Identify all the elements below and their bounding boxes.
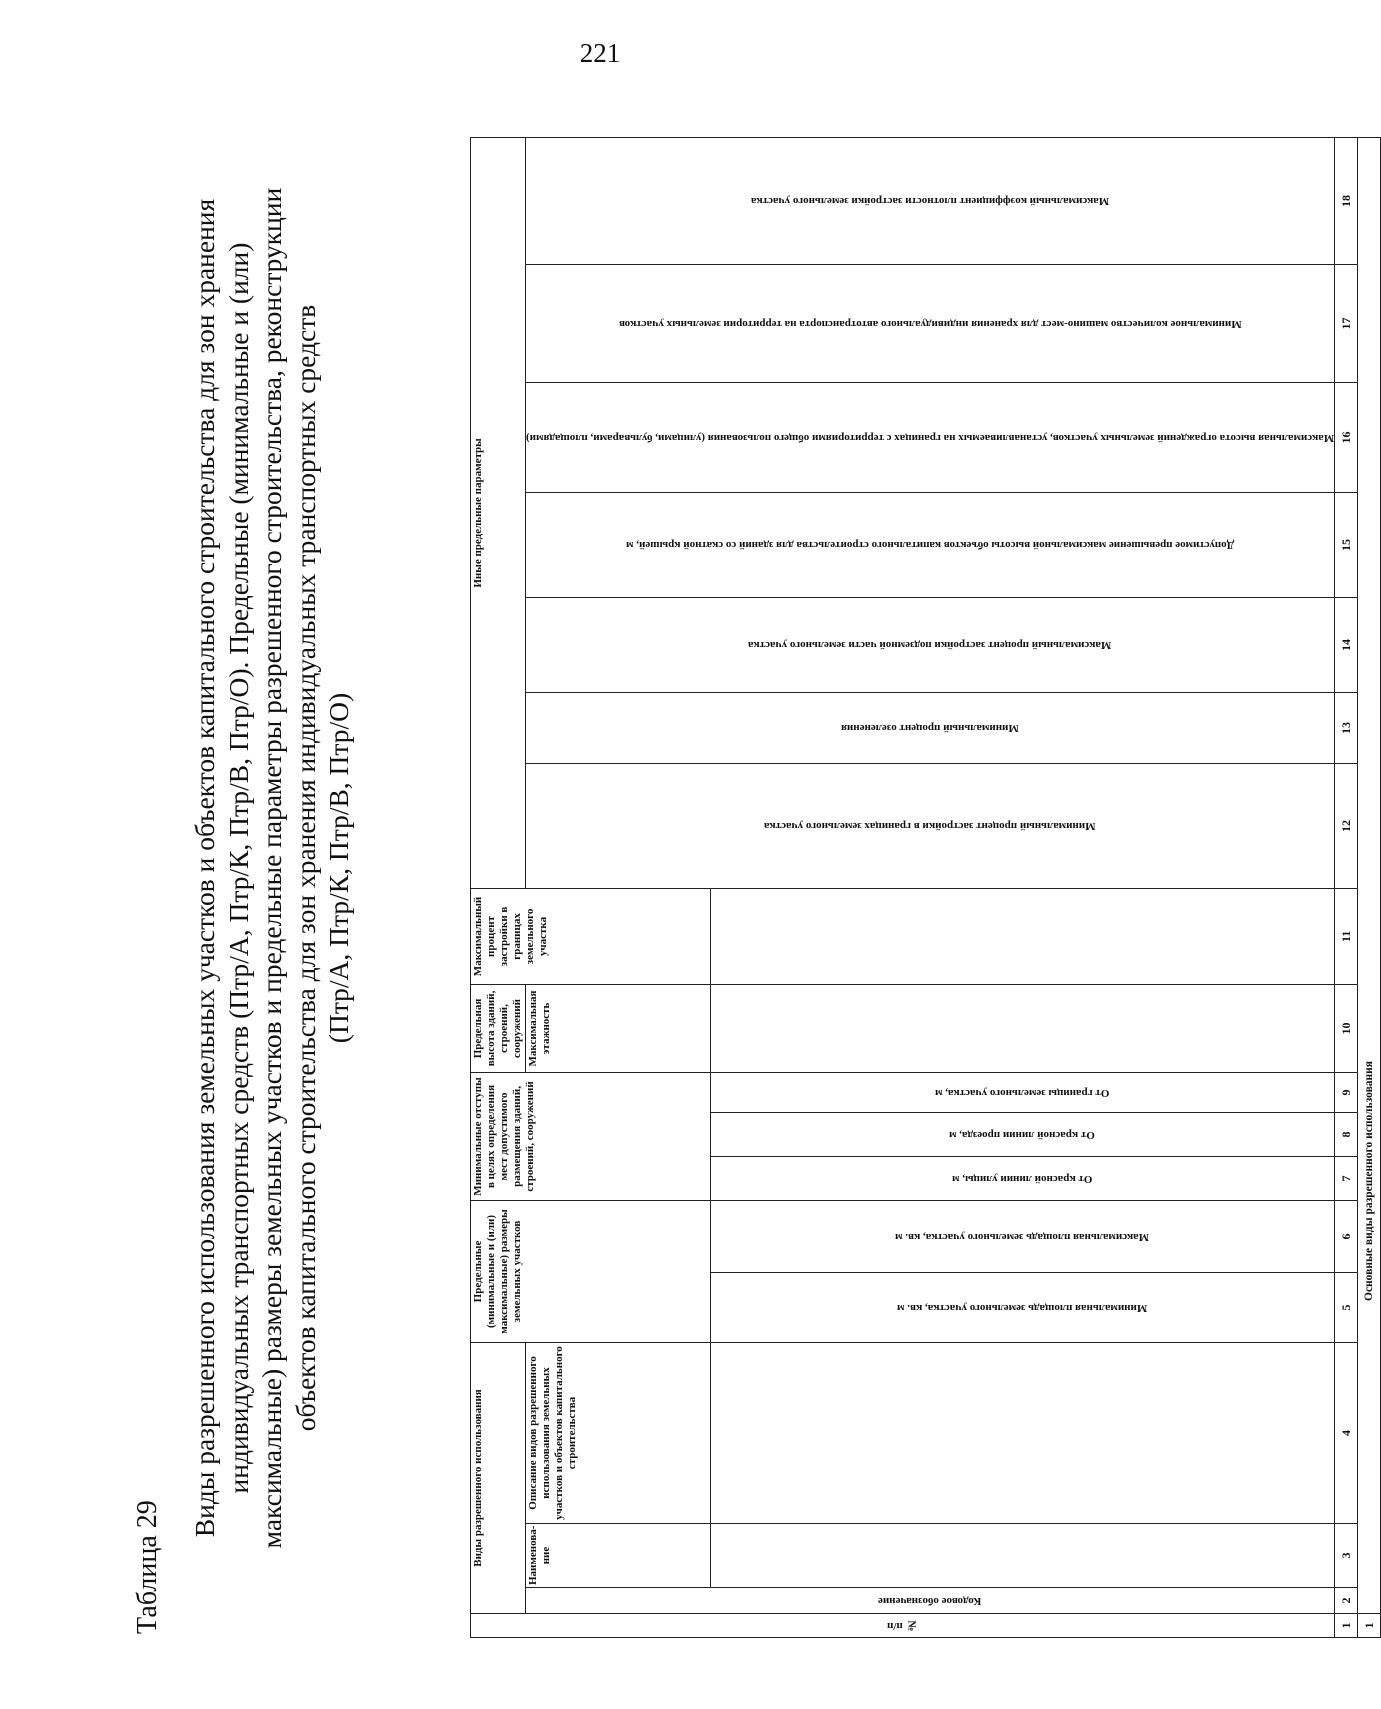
col-num-4: 4 (1335, 1343, 1358, 1524)
header-coverage-body (710, 888, 1335, 984)
header-max-coverage: Максимальный процент застройки в границах земельного участка (471, 888, 711, 984)
col-num-18: 18 (1335, 137, 1358, 264)
header-p12: Минимальный процент застройки в границах земельного участка (526, 763, 1335, 888)
rotated-landscape-page (130, 88, 1376, 1648)
section-label: Основные виды разрешенного использования (1358, 137, 1381, 1613)
header-description-body (710, 1343, 1335, 1524)
header-max-area: Максимальная площадь земельного участка, кв. м (710, 1200, 1335, 1272)
header-description: Описание видов разрешенного использования земельных участков и объектов капитального строительства (526, 1343, 711, 1524)
header-min-area: Минимальная площадь земельного участка, кв. м (710, 1273, 1335, 1343)
col-num-9: 9 (1335, 1072, 1358, 1112)
header-p18: Максимальный коэффициент плотности застройки земельного участка (526, 137, 1335, 264)
table-title (188, 168, 356, 1568)
column-number-row (1335, 137, 1358, 1637)
header-name: Наименова-ние (526, 1524, 711, 1588)
col-num-14: 14 (1335, 597, 1358, 692)
header-name-body (710, 1524, 1335, 1588)
header-max-floors: Максимальная этажность (526, 984, 711, 1072)
col-num-6: 6 (1335, 1200, 1358, 1272)
header-p16: Максимальная высота ограждений земельных участков, устанавливаемых на границах с территориями общего пользования (улицами, бульварами, площадями) (526, 382, 1335, 492)
table-caption: Таблица 29 (132, 1500, 163, 1634)
title-line: (Птр/А, Птр/К, Птр/В, Птр/О) (323, 692, 354, 1044)
col-num-7: 7 (1335, 1156, 1358, 1200)
col-num-5: 5 (1335, 1273, 1358, 1343)
col-num-17: 17 (1335, 264, 1358, 382)
title-line: максимальные) размеры земельных участков и предельные параметры разрешенного строительства, реконструкции (256, 187, 287, 1549)
header-height-body (710, 984, 1335, 1072)
col-num-12: 12 (1335, 763, 1358, 888)
header-code: Кодовое обозначение (526, 1588, 1335, 1614)
col-num-1: 1 (1335, 1614, 1358, 1638)
section-row (1358, 137, 1381, 1637)
header-p13: Минимальный процент озеленения (526, 692, 1335, 763)
header-p14: Максимальный процент застройки подземной части земельного участка (526, 597, 1335, 692)
col-num-13: 13 (1335, 692, 1358, 763)
title-line: объектов капитального строительства для зон хранения индивидуальных транспортных средств (289, 304, 321, 1432)
col-num-11: 11 (1335, 888, 1358, 984)
header-other-params: Иные предельные параметры (471, 137, 526, 888)
header-use-types: Виды разрешенного использования (471, 1343, 526, 1614)
header-p15: Допустимое превышение максимальной высоты объектов капитального строительства для зданий со скатной крышей, м (526, 492, 1335, 597)
col-num-8: 8 (1335, 1112, 1358, 1156)
header-from-street: От красной линии улицы, м (710, 1156, 1335, 1200)
col-num-10: 10 (1335, 984, 1358, 1072)
header-from-border: От границы земельного участка, м (710, 1072, 1335, 1112)
header-height: Предельная высота зданий, строений, сооружений (471, 984, 526, 1072)
page-number: 221 (579, 38, 621, 68)
header-p17: Минимальное количество машино-мест для хранения индивидуального автотранспорта на территории земельных участков (526, 264, 1335, 382)
header-plot-sizes: Предельные (минимальные и (или) максимальные) размеры земельных участков (471, 1200, 711, 1342)
title-line: индивидуальных транспортных средств (Птр/А, Птр/К, Птр/В, Птр/О). Предельные (минимальные и (или) (222, 242, 254, 1494)
header-from-passage: От красной линии проезда, м (710, 1112, 1335, 1156)
col-num-2: 2 (1335, 1588, 1358, 1614)
col-num-3: 3 (1335, 1524, 1358, 1588)
col-num-16: 16 (1335, 382, 1358, 492)
section-number: 1 (1358, 1614, 1381, 1638)
header-setbacks: Минимальные отступы в целях определения мест допустимого размещения зданий, строений, сооружений (471, 1072, 711, 1200)
title-line: Виды разрешенного использования земельных участков и объектов капитального строительства для зон хранения (189, 198, 220, 1538)
header-number: № п/п (471, 1614, 1335, 1638)
parameters-table (470, 137, 1381, 1638)
col-num-15: 15 (1335, 492, 1358, 597)
